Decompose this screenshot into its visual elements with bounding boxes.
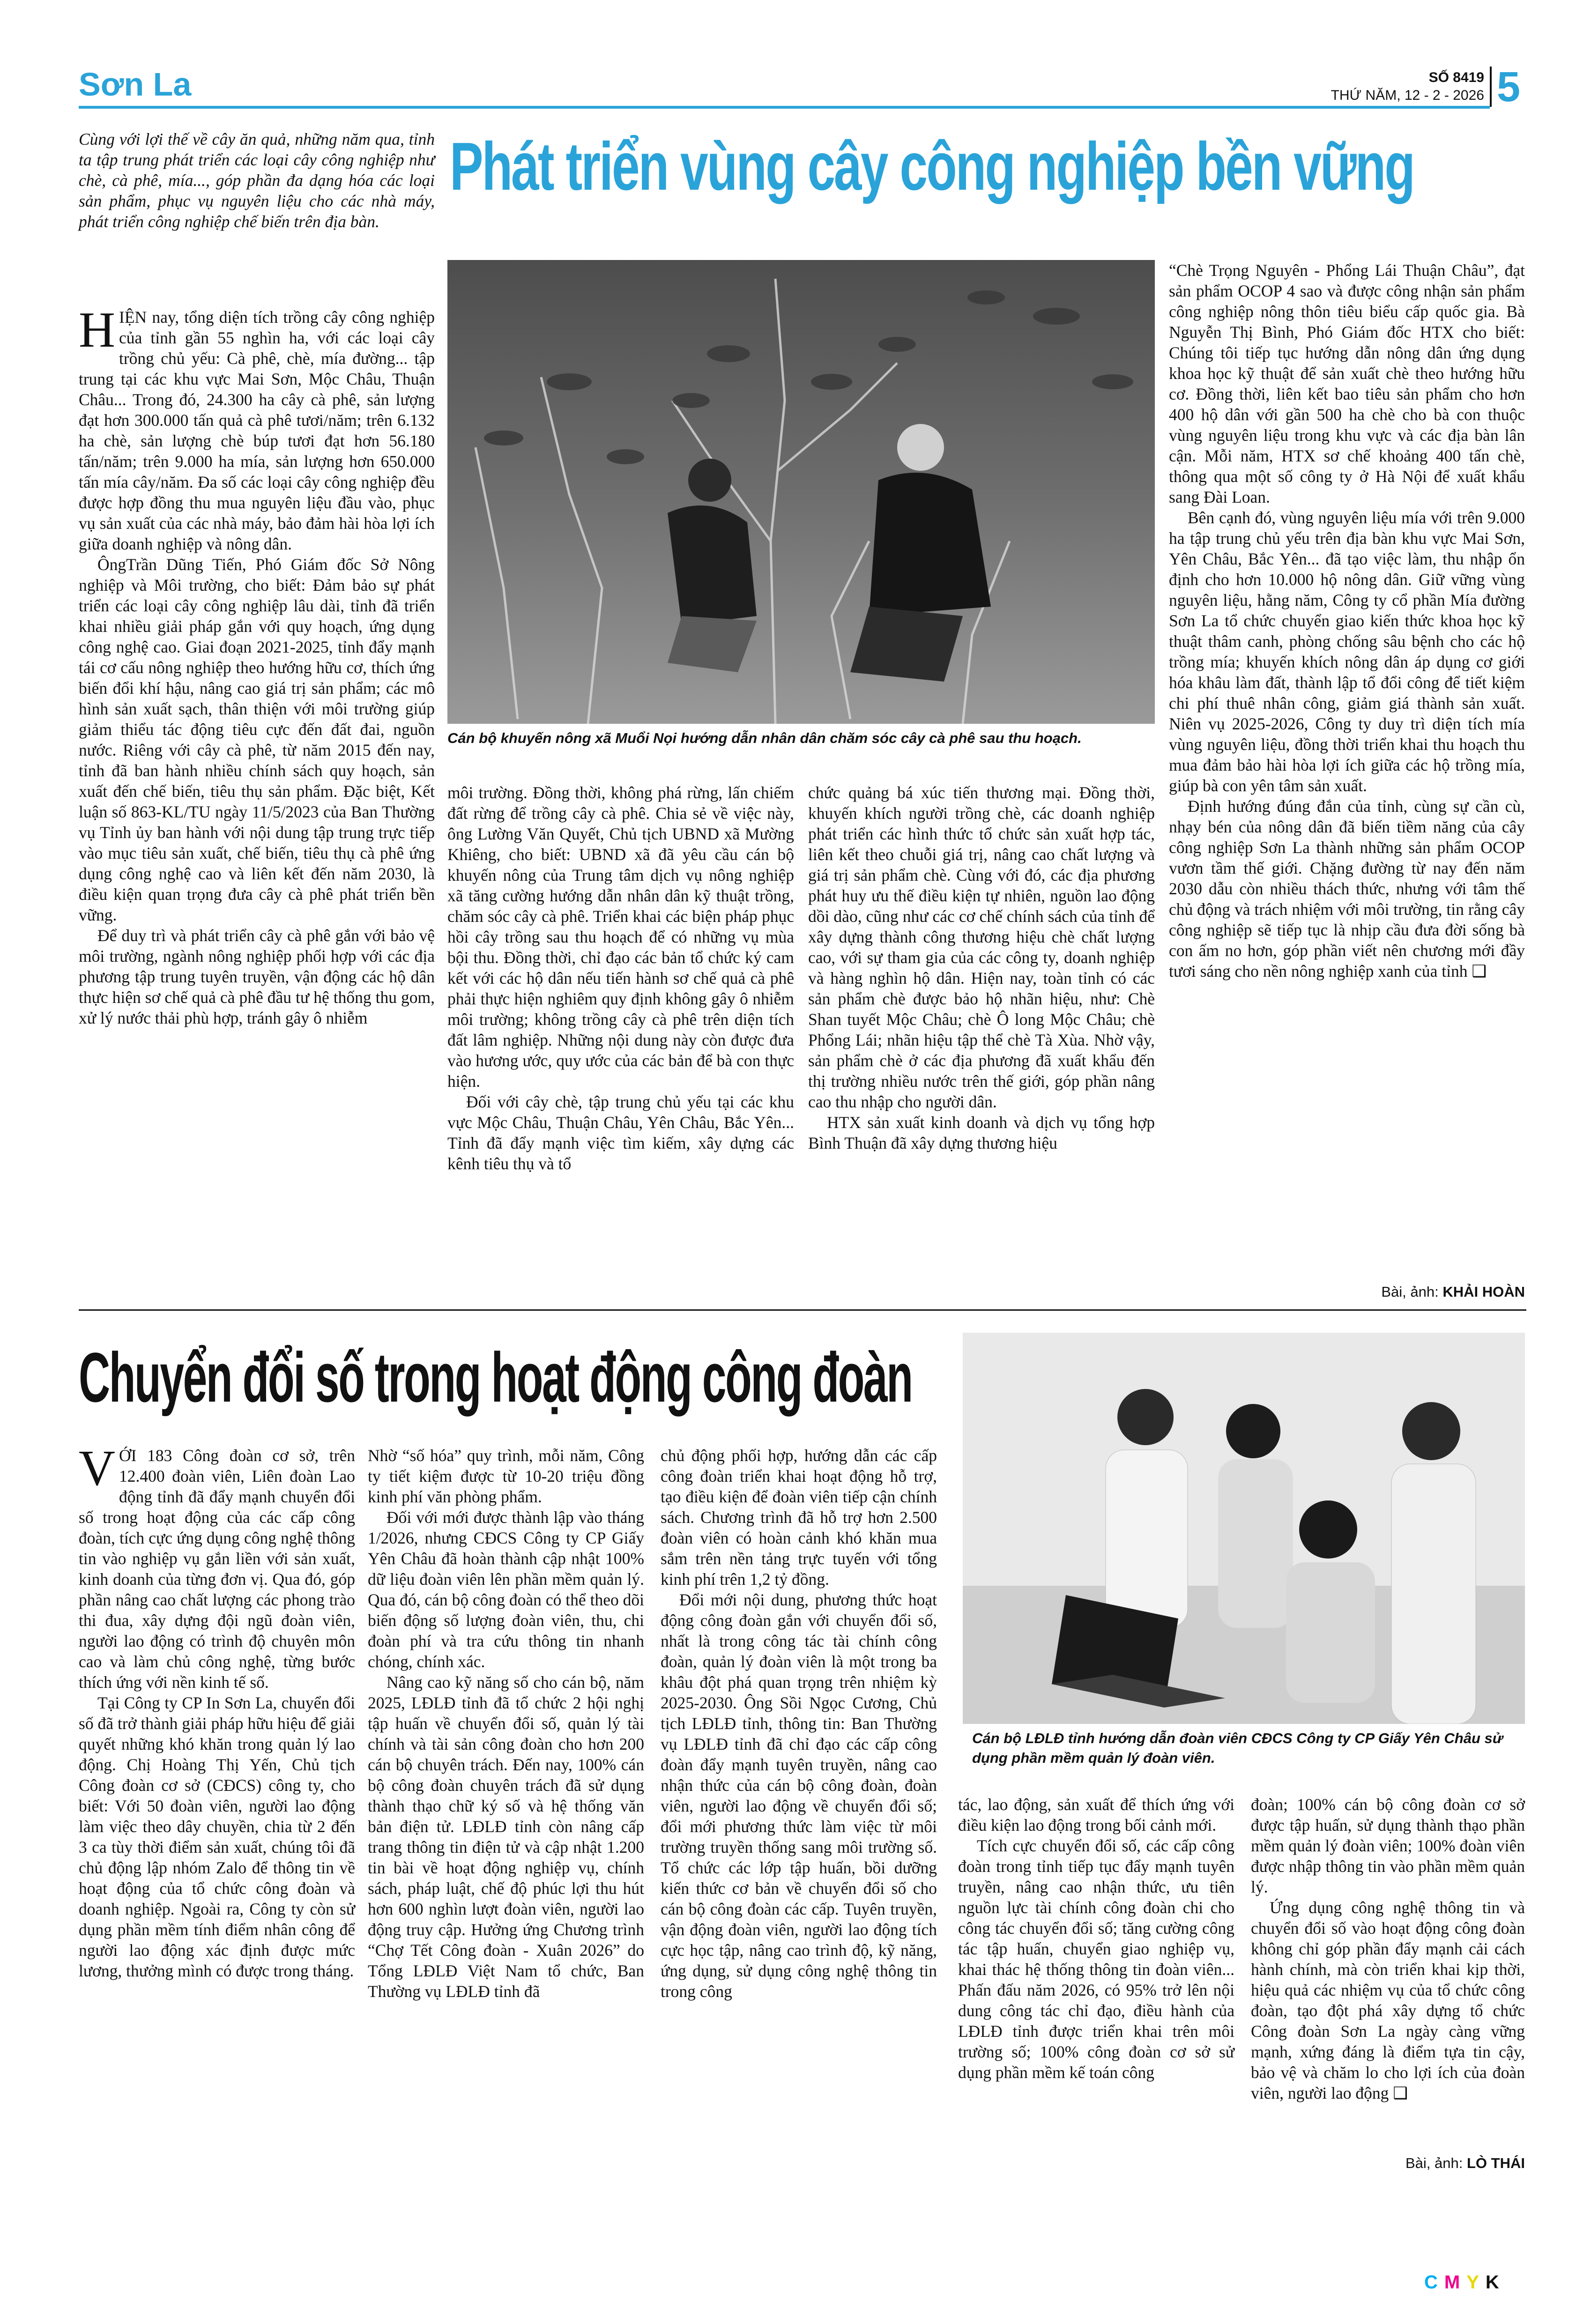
article1-paragraph: Đối với cây chè, tập trung chủ yếu tại các khu vực Mộc Châu, Thuận Châu, Yên Châu, Bắc Yên... Tỉnh đã đẩy mạnh việc tìm kiếm, xây dựng các kênh tiêu thụ và tổ [447,1092,794,1173]
cmyk-marks [1424,2272,1506,2293]
article2-column-1 [79,1440,355,1981]
byline-label: Bài, ảnh: [1381,1284,1439,1300]
article1-paragraph: ÔngTrần Dũng Tiến, Phó Giám đốc Sở Nông nghiệp và Môi trường, cho biết: Đảm bảo sự phát triển các loại cây công nghiệp lâu dài, tỉnh đã triển khai nhiều giải pháp gắn với quy hoạch, ứng dụng công nghệ cao. Giai đoạn 2021-2025, tỉnh đẩy mạnh tái cơ cấu nông nghiệp theo hướng hữu cơ, thích ứng biến đổi khí hậu, nâng cao giá trị sản phẩm; các mô hình sản xuất sạch, thân thiện với môi trường giúp giảm thiểu tác động tiêu cực đến đất đai, nguồn nước. Riêng với cây cà phê, từ năm 2015 đến nay, tỉnh đã ban hành nhiều chính sách quy hoạch, sản xuất đến chế biến, tiêu thụ sản phẩm. Đặc biệt, Kết luận số 863-KL/TU ngày 11/5/2023 của Ban Thường vụ Tỉnh ủy ban hành với nội dung tập trung trực tiếp vào mục tiêu sản xuất, chế biến, tiêu thụ cà phê ứng dụng công nghệ cao và liên kết đến năm 2030, là điều kiện quan trọng đưa cây cà phê phát triển bền vững. [79,555,435,924]
article1-paragraph: IỆN nay, tổng diện tích trồng cây công nghiệp của tỉnh gần 55 nghìn ha, với các loại cây trồng chủ yếu: Cà phê, chè, mía đường... tập trung tại các khu vực Mai Sơn, Mộc Châu, Thuận Châu... Trong đó, 24.300 ha cây cà phê, sản lượng đạt hơn 300.000 tấn quả cà phê tươi/năm; trên 6.132 ha chè, sản lượng chè búp tươi đạt hơn 56.180 tấn/năm; trên 9.000 ha mía, sản lượng hơn 650.000 tấn mía cây/năm. Đa số các loại cây công nghiệp đều được hợp đồng thu mua nguyên liệu đầu vào, phục vụ sản xuất của các nhà máy, bảo đảm hài hòa lợi ích giữa doanh nghiệp và nông dân. [79,308,435,553]
article1-sapo: Cùng với lợi thế về cây ăn quả, những năm qua, tỉnh ta tập trung phát triển các loại cây công nghiệp như chè, cà phê, mía..., góp phần đa dạng hóa các loại sản phẩm, phục vụ nguyên liệu cho các nhà máy, phát triển công nghiệp chế biến trên địa bàn. [79,130,435,231]
article1-headline: Phát triển vùng cây công nghiệp bền vững [450,128,1414,204]
article1-paragraph: HTX sản xuất kinh doanh và dịch vụ tổng hợp Bình Thuận đã xây dựng thương hiệu [808,1113,1155,1152]
article1-column-1 [79,302,435,1028]
article2-paragraph: đoàn; 100% cán bộ công đoàn cơ sở được tập huấn, sử dụng thành thạo phần mềm quản lý đoàn viên; 100% đoàn viên được nhập thông tin vào phần mềm quản lý. [1251,1795,1525,1896]
article2-paragraph: Tích cực chuyển đổi số, các cấp công đoàn trong tỉnh tiếp tục đẩy mạnh tuyên truyền, nâng cao nhận thức, ưu tiên nguồn lực tài chính công đoàn chi cho công tác chuyển đổi số; tăng cường công tác tập huấn, chuyển giao nghiệp vụ, khai thác hệ thống thông tin đoàn viên... Phấn đấu năm 2026, có 95% trở lên nội dung công tác chỉ đạo, điều hành của LĐLĐ tỉnh được triển khai trên môi trường số; 100% công đoàn cơ sở sử dụng phần mềm kế toán công [958,1836,1234,2082]
article1-paragraph: Định hướng đúng đắn của tỉnh, cùng sự cần cù, nhạy bén của nông dân đã biến tiềm năng của cây công nghiệp Sơn La thành những sản phẩm OCOP vươn tầm thế giới. Chặng đường từ nay đến năm 2030 dẫu còn nhiều thách thức, nhưng với tâm thế chủ động và trách nhiệm với môi trường, tin rằng cây công nghiệp sẽ tiếp tục là nhịp cầu đưa đời sống bà con ấm no hơn, góp phần viết nên chương mới đầy tươi sáng cho nền nông nghiệp xanh của tỉnh ❑ [1169,797,1525,980]
article2-photo [963,1333,1525,1724]
article1-drop-cap: H [79,302,115,358]
article2-drop-cap: V [79,1440,115,1496]
byline-label: Bài, ảnh: [1405,2155,1463,2171]
byline-author: LÒ THÁI [1467,2155,1525,2171]
article2-headline: Chuyển đổi số trong hoạt động công đoàn [79,1338,912,1417]
article2-column-4 [958,1794,1234,2083]
article2-column-2 [368,1445,644,2002]
article2-paragraph: tác, lao động, sản xuất để thích ứng với điều kiện lao động trong bối cảnh mới. [958,1795,1234,1834]
article2-paragraph: Tại Công ty CP In Sơn La, chuyển đổi số đã trở thành giải pháp hữu hiệu để giải quyết những khó khăn trong quản lý lao động. Chị Hoàng Thị Yến, Chủ tịch Công đoàn cơ sở (CĐCS) công ty, cho biết: Với 50 đoàn viên, người lao động làm việc theo dây chuyền, chia từ 2 đến 3 ca tùy thời điểm sản xuất, chúng tôi đã chủ động lập nhóm Zalo để thông tin về hoạt động của tổ chức công đoàn và doanh nghiệp. Ngoài ra, Công ty còn sử dụng phần mềm tính điểm nhân công để người lao động xác định được mức lương, thưởng mình có được trong tháng. [79,1693,355,1980]
article1-paragraph: chức quảng bá xúc tiến thương mại. Đồng thời, khuyến khích người trồng chè, các doanh nghiệp phát triển các hình thức tổ chức sản xuất hợp tác, liên kết theo chuỗi giá trị, nâng cao chất lượng và giá trị sản phẩm chè. Cùng với đó, các địa phương phát huy ưu thế điều kiện tự nhiên, nguồn lao động dồi dào, cũng như các cơ chế chính sách của tỉnh để xây dựng thành công thương hiệu chè chất lượng cao, với sự tham gia của các công ty, doanh nghiệp và hàng nghìn hộ dân. Hiện nay, toàn tỉnh có các sản phẩm chè được bảo hộ nhãn hiệu, như: Chè Shan tuyết Mộc Châu; chè Ô long Mộc Châu; chè Phổng Lái; nhãn hiệu tập thể chè Tà Xùa. Nhờ vậy, sản phẩm chè ở các địa phương đã xuất khẩu đến thị trường nhiều nước trên thế giới, góp phần nâng cao thu nhập cho người dân. [808,783,1155,1111]
article1-byline [1169,1284,1525,1300]
article2-caption: Cán bộ LĐLĐ tỉnh hướng dẫn đoàn viên CĐCS Công ty CP Giấy Yên Châu sử dụng phần mềm quản lý đoàn viên. [972,1730,1503,1766]
article2-column-5 [1251,1794,1525,2103]
article2-paragraph: Nâng cao kỹ năng số cho cán bộ, năm 2025, LĐLĐ tỉnh đã tổ chức 2 hội nghị tập huấn về chuyển đổi số, quản lý tài chính và tài sản công đoàn cho hơn 200 cán bộ chuyên trách. Đến nay, 100% cán bộ công đoàn chuyên trách đã sử dụng thành thạo chữ ký số và hệ thống văn bản điện tử. LĐLĐ tỉnh còn nâng cấp trang thông tin điện tử và cập nhật 1.200 tin bài về hoạt động nghiệp vụ, chính sách, pháp luật, chế độ phúc lợi thu hút hơn 600 nghìn lượt đoàn viên, người lao động truy cập. Hưởng ứng Chương trình “Chợ Tết Công đoàn - Xuân 2026” do Tổng LĐLĐ Việt Nam tổ chức, Ban Thường vụ LĐLĐ tỉnh đã [368,1673,644,2001]
article1-paragraph: Để duy trì và phát triển cây cà phê gắn với bảo vệ môi trường, ngành nông nghiệp phối hợp với các địa phương tập trung tuyên truyền, vận động các hộ dân thực hiện sơ chế quả cà phê đầu tư hệ thống thu gom, xử lý nước thải phù hợp, tránh gây ô nhiễm [79,926,435,1027]
coffee-field-illustration [447,260,1155,724]
article2-paragraph: Ứng dụng công nghệ thông tin và chuyển đổi số vào hoạt động công đoàn không chỉ góp phần đẩy mạnh cải cách hành chính, mà còn triển khai kịp thời, hiệu quả các nhiệm vụ của tổ chức công đoàn, tạo đột phá xây dựng tổ chức Công đoàn Sơn La ngày càng vững mạnh, xứng đáng là điểm tựa tin cậy, bảo vệ và chăm lo cho lợi ích của đoàn viên, người lao động ❑ [1251,1898,1525,2102]
issue-date: THỨ NĂM, 12 - 2 - 2026 [1331,88,1484,103]
header-separator [1490,67,1492,107]
article1-paragraph: Bên cạnh đó, vùng nguyên liệu mía với trên 9.000 ha tập trung chủ yếu trên địa bàn khu vực Mai Sơn, Yên Châu, Bắc Yên... đã tạo việc làm, thu nhập ổn định cho hơn 10.000 hộ nông dân. Giữ vững vùng nguyên liệu, hằng năm, Công ty cổ phần Mía đường Sơn La tổ chức chuyển giao kiến thức khoa học kỹ thuật thâm canh, phòng chống sâu bệnh cho các hộ trồng mía; khuyến khích nông dân áp dụng cơ giới hóa khâu làm đất, thành lập tổ đổi công để tiết kiệm chi phí thuê nhân công, giảm giá thành sản xuất. Niên vụ 2025-2026, Công ty duy trì diện tích mía vùng nguyên liệu, đồng thời triển khai thu hoạch thu mua đảm bảo hài hòa lợi ích giữa các hộ trồng mía, giúp bà con yên tâm sản xuất. [1169,508,1525,795]
article1-column-4 [1169,260,1525,981]
article1-column-2 [447,782,794,1174]
article-separator [79,1309,1526,1311]
office-scene-illustration [963,1333,1525,1724]
cmyk-c: C [1424,2272,1444,2293]
section-name: Sơn La [79,66,192,103]
article2-paragraph: Đối với mới được thành lập vào tháng 1/2026, nhưng CĐCS Công ty CP Giấy Yên Châu đã hoàn thành cập nhật 100% dữ liệu đoàn viên lên phần mềm quản lý. Qua đó, cán bộ công đoàn có thể theo dõi biến động số lượng đoàn viên, thu, chi đoàn phí và tra cứu thông tin nhanh chóng, chính xác. [368,1508,644,1671]
article2-byline [1251,2155,1525,2172]
article2-paragraph: ỚI 183 Công đoàn cơ sở, trên 12.400 đoàn viên, Liên đoàn Lao động tỉnh đã đẩy mạnh chuyển đổi số trong hoạt động của các cấp công đoàn, tích cực ứng dụng công nghệ thông tin vào nghiệp vụ gắn liền với sản xuất, kinh doanh của từng đơn vị. Qua đó, góp phần nâng cao chất lượng các phong trào thi đua, xây dựng đội ngũ đoàn viên, người lao động có trình độ chuyên môn cao và làm chủ công nghệ, từng bước thích ứng với nền kinh tế số. [79,1446,355,1692]
page-number: 5 [1497,64,1521,111]
cmyk-y: Y [1466,2272,1486,2293]
article1-column-3 [808,782,1155,1153]
cmyk-m: M [1444,2272,1467,2293]
cmyk-k: K [1485,2272,1506,2293]
article1-caption: Cán bộ khuyến nông xã Muổi Nọi hướng dẫn nhân dân chăm sóc cây cà phê sau thu hoạch. [447,730,1082,746]
article2-paragraph: Nhờ “số hóa” quy trình, mỗi năm, Công ty tiết kiệm được từ 10-20 triệu đồng kinh phí văn phòng phẩm. [368,1446,644,1506]
article1-paragraph: môi trường. Đồng thời, không phá rừng, lấn chiếm đất rừng để trồng cây cà phê. Chia sẻ về việc này, ông Lường Văn Quyết, Chủ tịch UBND xã Mường Khiêng, cho biết: UBND xã đã yêu cầu cán bộ khuyến nông của Trung tâm dịch vụ nông nghiệp xã tăng cường hướng dẫn nhân dân kỹ thuật trồng, chăm sóc cây cà phê. Triển khai các biện pháp phục hồi cây trồng sau thu hoạch để có những vụ mùa bội thu. Đồng thời, chỉ đạo các bản tổ chức ký cam kết với các hộ dân nếu tiến hành sơ chế quả cà phê phải thực hiện nghiêm quy định không gây ô nhiễm môi trường; không trồng cây cà phê trên diện tích đất lâm nghiệp. Những nội dung này còn được đưa vào hương ước, quy ước của các bản để bà con thực hiện. [447,783,794,1091]
article2-paragraph: Đổi mới nội dung, phương thức hoạt động công đoàn gắn với chuyển đổi số, nhất là trong công tác tài chính công đoàn, quản lý đoàn viên là một trong ba khâu đột phá quan trọng trên nhiệm kỳ 2025-2030. Ông Sồi Ngọc Cương, Chủ tịch LĐLĐ tỉnh, thông tin: Ban Thường vụ LĐLĐ tỉnh đã chỉ đạo các cấp công đoàn đẩy mạnh tuyên truyền, nâng cao nhận thức của cán bộ công đoàn, đoàn viên, người lao động về chuyển đổi số; đổi mới phương thức làm việc từ môi trường truyền thống sang môi trường số. Tổ chức các lớp tập huấn, bồi dưỡng kiến thức cơ bản về chuyển đổi số cho cán bộ công đoàn các cấp. Tuyên truyền, vận động đoàn viên, người lao động tích cực học tập, nâng cao trình độ, kỹ năng, ứng dụng, sử dụng công nghệ thông tin trong công [661,1590,937,2001]
article2-paragraph: chủ động phối hợp, hướng dẫn các cấp công đoàn triển khai hoạt động hỗ trợ, tạo điều kiện để đoàn viên tiếp cận chính sách. Chương trình đã hỗ trợ hơn 2.500 đoàn viên có hoàn cảnh khó khăn mua sắm trên nền tảng trực tuyến với tổng kinh phí trên 1,2 tỷ đồng. [661,1446,937,1589]
header-rule [79,106,1490,109]
issue-number: SỐ 8419 [1428,70,1484,85]
article1-paragraph: “Chè Trọng Nguyên - Phổng Lái Thuận Châu”, đạt sản phẩm OCOP 4 sao và được công nhận sản phẩm công nghiệp nông thôn tiêu biểu cấp quốc gia. Bà Nguyễn Thị Bình, Phó Giám đốc HTX cho biết: Chúng tôi tiếp tục hướng dẫn nông dân ứng dụng khoa học kỹ thuật để sản xuất chè theo hướng hữu cơ. Đồng thời, liên kết bao tiêu sản phẩm cho hơn 400 hộ dân với gần 500 ha chè cho bà con thuộc vùng nguyên liệu trong khu vực và các địa bàn lân cận. Mỗi năm, HTX sơ chế khoảng 400 tấn chè, thông qua một số công ty ở Hà Nội để xuất khẩu sang Đài Loan. [1169,261,1525,506]
article1-photo [447,260,1155,724]
article2-column-3 [661,1445,937,2002]
byline-author: KHẢI HOÀN [1442,1284,1525,1300]
